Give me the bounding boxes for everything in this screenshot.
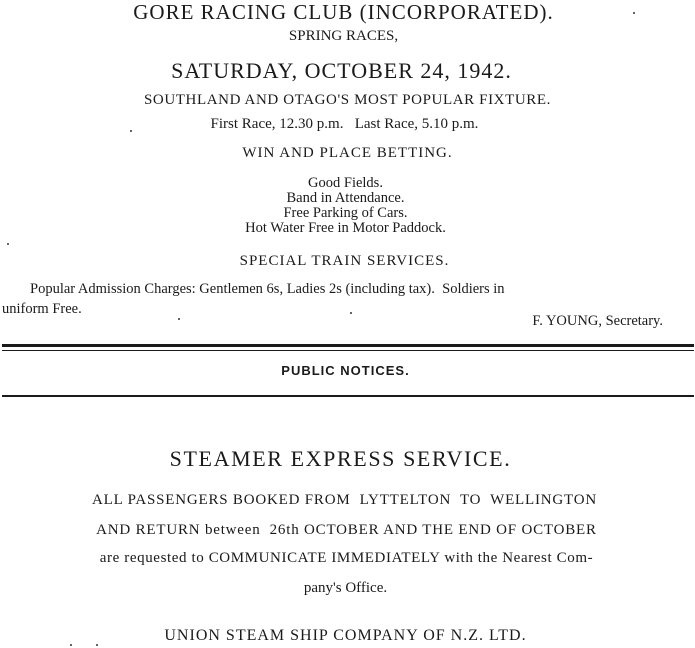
print-speck: [7, 243, 9, 245]
steamer-body-line: are requested to COMMUNICATE IMMEDIATELY with the Nearest Com-: [99, 550, 594, 566]
divider-thick: [2, 344, 694, 347]
steamer-body-line: ALL PASSENGERS BOOKED FROM LYTTELTON TO WELLINGTON: [92, 492, 597, 508]
feature-item: Hot Water Free in Motor Paddock.: [245, 220, 446, 236]
racing-title: GORE RACING CLUB (INCORPORATED).: [133, 0, 554, 24]
steamer-body-line: AND RETURN between 26th OCTOBER AND THE END OF OCTOBER: [96, 522, 597, 538]
secretary-signature: F. YOUNG, Secretary.: [532, 313, 663, 329]
print-speck: [70, 644, 72, 646]
feature-item: Band in Attendance.: [286, 190, 405, 206]
train-services: SPECIAL TRAIN SERVICES.: [239, 253, 450, 269]
section-header: PUBLIC NOTICES.: [281, 363, 410, 378]
feature-item: Good Fields.: [308, 175, 383, 191]
racing-tagline: SOUTHLAND AND OTAGO'S MOST POPULAR FIXTURE.: [143, 92, 552, 108]
divider-section: [2, 395, 694, 397]
print-speck: [96, 644, 98, 646]
racing-subtitle: SPRING RACES,: [288, 28, 399, 44]
racing-date: SATURDAY, OCTOBER 24, 1942.: [171, 58, 512, 83]
company-name: UNION STEAM SHIP COMPANY OF N.Z. LTD.: [164, 627, 527, 644]
print-speck: [178, 318, 180, 320]
print-speck: [130, 130, 132, 132]
admission-line-1: Popular Admission Charges: Gentlemen 6s, Ladies 2s (including tax). Soldiers in: [30, 281, 505, 297]
admission-line-2: uniform Free.: [2, 301, 82, 317]
print-speck: [633, 12, 635, 14]
print-speck: [350, 312, 352, 314]
steamer-body-line: pany's Office.: [303, 580, 388, 596]
race-times: First Race, 12.30 p.m. Last Race, 5.10 p.m.: [210, 116, 479, 132]
features-list: [0, 176, 693, 236]
divider-thin: [2, 350, 694, 351]
betting-line: WIN AND PLACE BETTING.: [242, 145, 453, 161]
steamer-title: STEAMER EXPRESS SERVICE.: [169, 446, 512, 471]
feature-item: Free Parking of Cars.: [283, 205, 408, 221]
